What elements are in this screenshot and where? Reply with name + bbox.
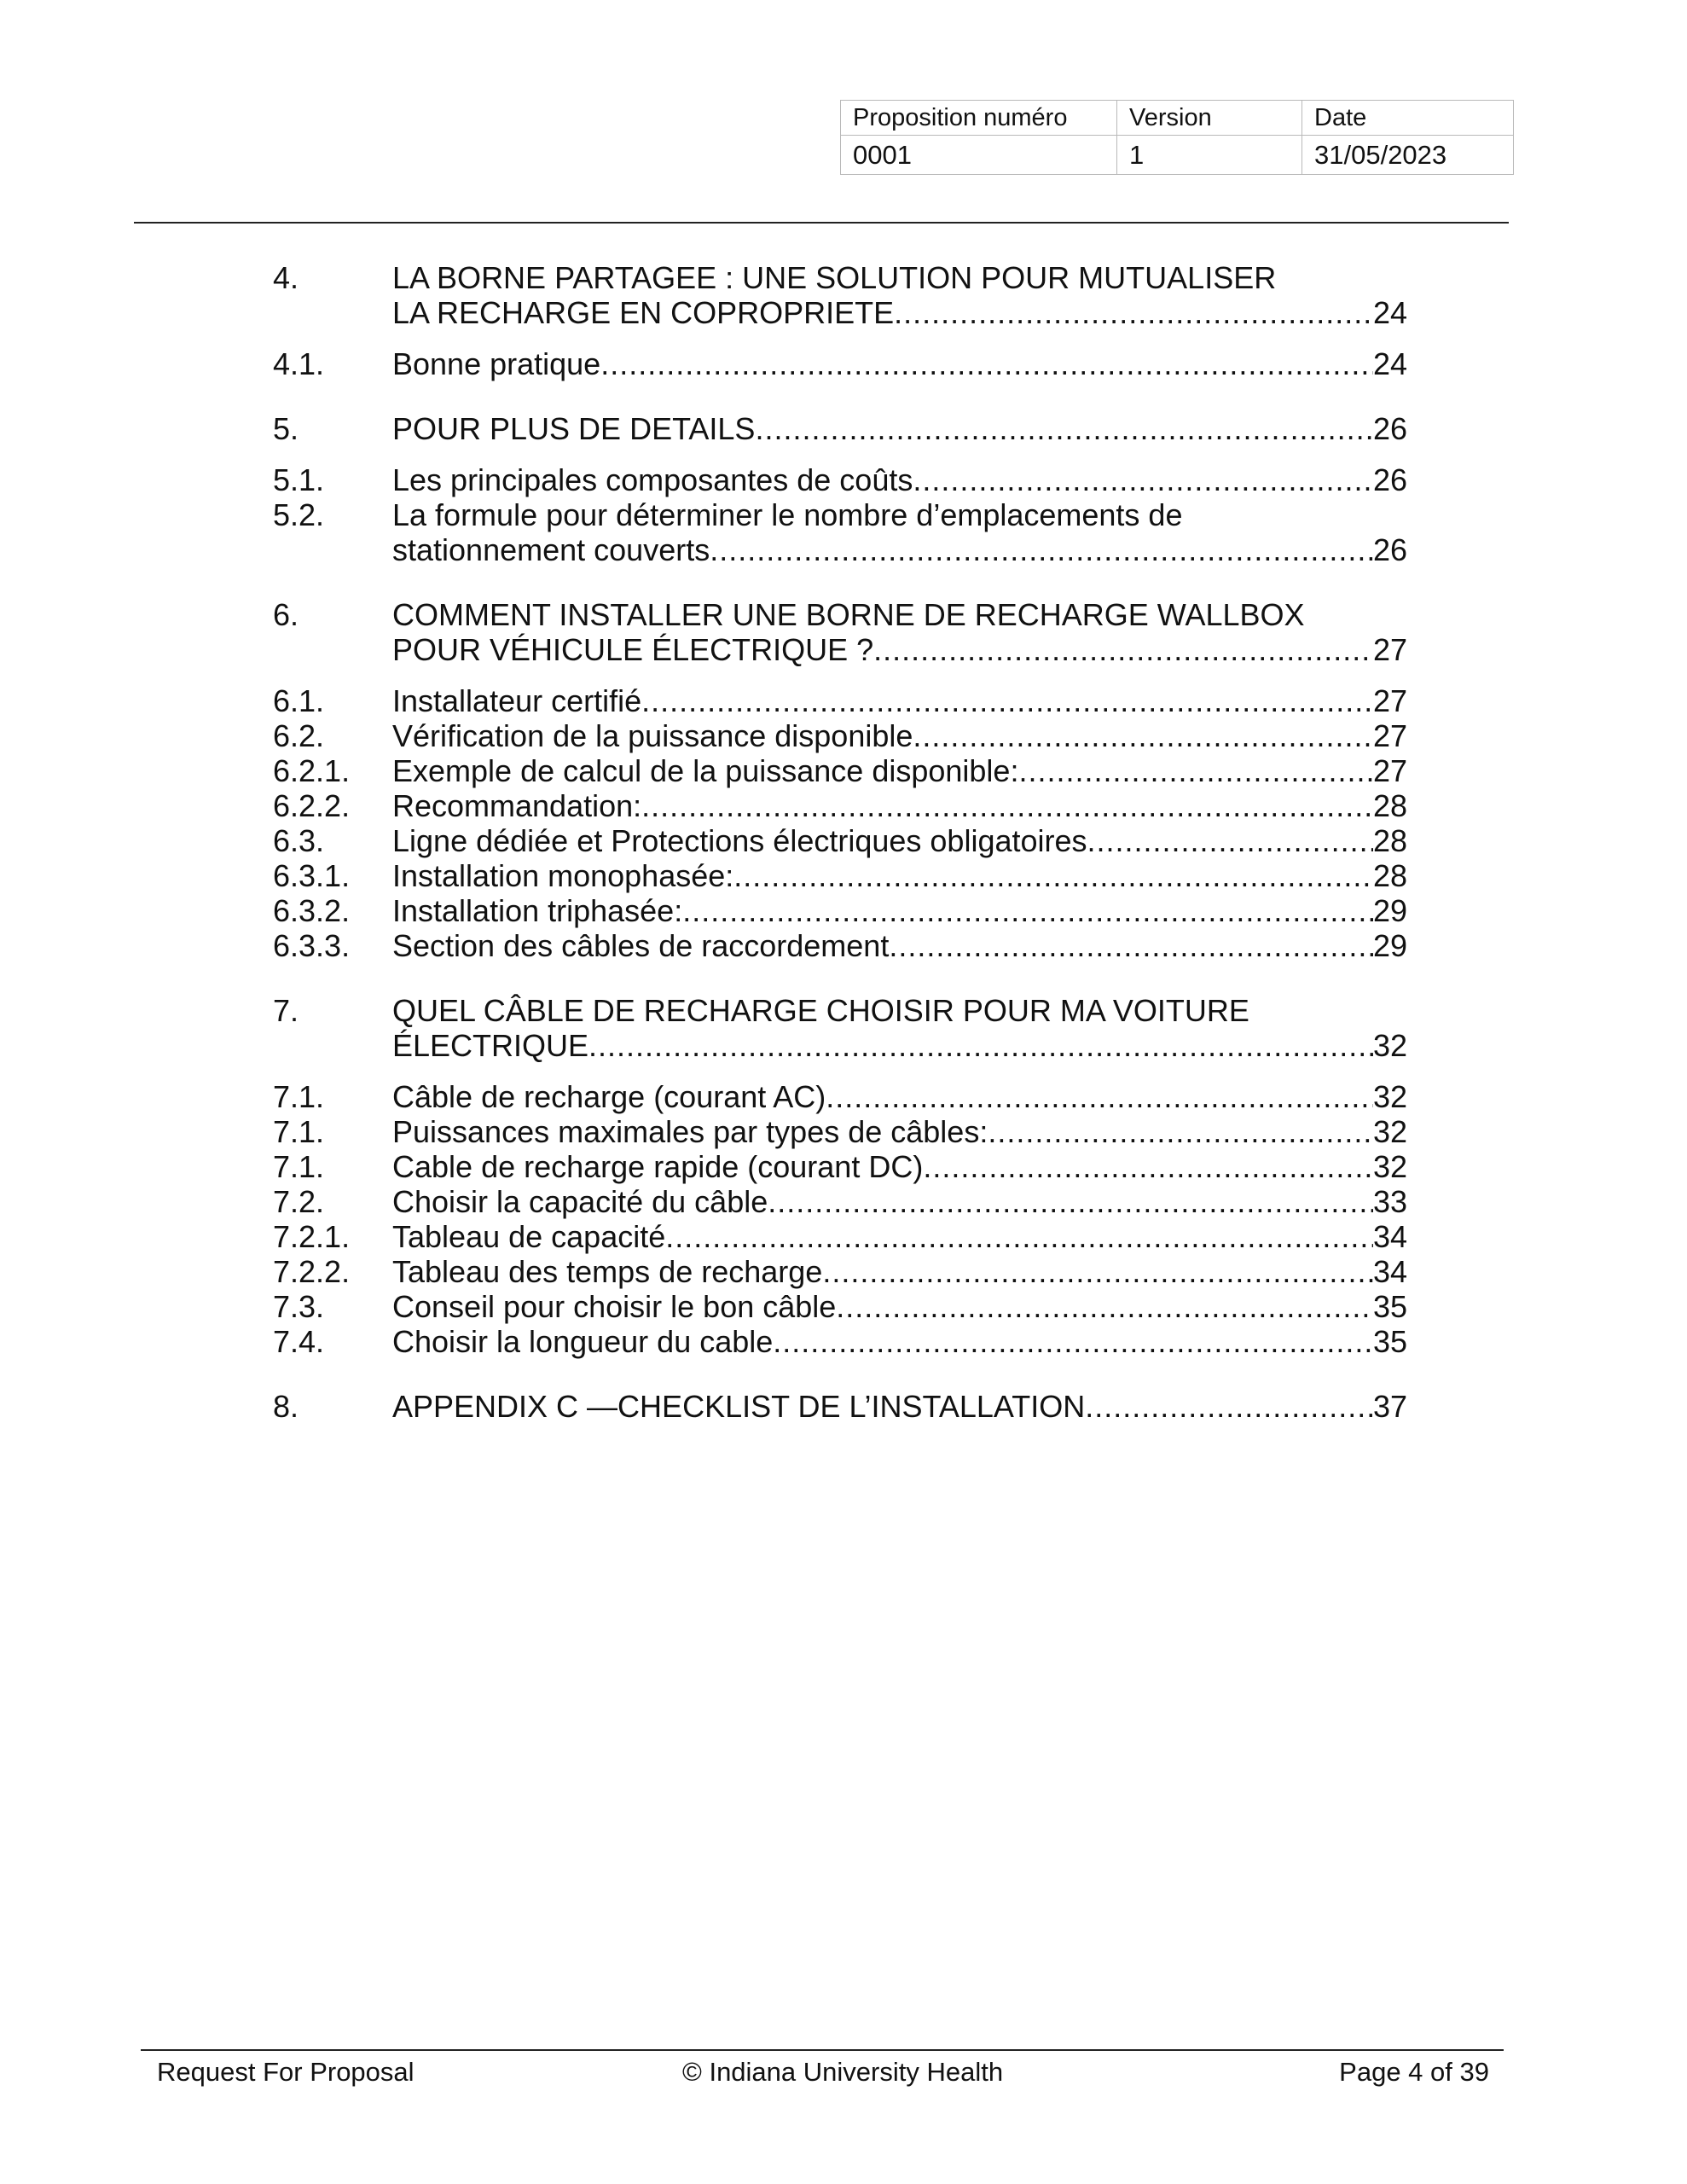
toc-page: 27 [1372,718,1407,753]
toc-title-line: LA BORNE PARTAGEE : UNE SOLUTION POUR MUTUALISER [392,260,1277,295]
toc-page: 32 [1372,1079,1407,1114]
toc-entry[interactable] [273,893,1407,928]
toc-number: 6.2.2. [273,788,351,823]
toc-page: 27 [1372,683,1407,718]
toc-number: 6.1. [273,683,325,718]
toc-page: 34 [1372,1219,1407,1254]
toc-entry[interactable] [273,1079,1407,1114]
info-header-date: Date [1302,101,1514,136]
toc-number: 6.3.2. [273,893,351,928]
toc-entry[interactable] [273,823,1407,858]
toc-page: 29 [1372,893,1407,928]
toc-entry[interactable] [273,928,1407,963]
toc-entry[interactable] [273,1389,1407,1424]
toc-title: POUR VÉHICULE ÉLECTRIQUE ? [392,632,874,667]
toc-number: 7.4. [273,1324,325,1359]
toc-title: Bonne pratique [392,346,601,381]
toc-entry[interactable] [273,597,1407,667]
toc-entry[interactable] [273,1219,1407,1254]
footer-copyright: © Indiana University Health [682,2057,1004,2087]
toc-number: 6.2. [273,718,325,753]
toc-entry[interactable] [273,411,1407,446]
toc-number: 6.3. [273,823,325,858]
dot-leader [822,1254,1373,1289]
toc-title: Choisir la longueur du cable [392,1324,774,1359]
toc-number: 5. [273,411,299,446]
toc-number: 4.1. [273,346,325,381]
dot-leader [768,1184,1373,1219]
toc-title: Les principales composantes de coûts [392,462,913,497]
dot-leader [836,1289,1373,1324]
dot-leader [873,632,1373,667]
toc-entry[interactable] [273,1149,1407,1184]
toc-number: 5.2. [273,497,325,532]
dot-leader [641,683,1373,718]
toc-entry[interactable] [273,1114,1407,1149]
footer-page-number: Page 4 of 39 [1339,2057,1489,2087]
toc-page: 27 [1372,753,1407,788]
toc-title: Section des câbles de raccordement [392,928,890,963]
info-value-version: 1 [1117,136,1302,175]
toc-title: Tableau de capacité [392,1219,666,1254]
toc-title: Installateur certifié [392,683,642,718]
header-divider [134,222,1509,224]
toc-title: Installation monophasée: [392,858,734,893]
dot-leader [682,893,1373,928]
dot-leader [913,462,1373,497]
toc-entry[interactable] [273,497,1407,567]
info-header-proposal: Proposition numéro [841,101,1117,136]
toc-entry[interactable] [273,858,1407,893]
toc-number: 5.1. [273,462,325,497]
dot-leader [913,718,1373,753]
toc-entry[interactable] [273,993,1407,1063]
dot-leader [733,858,1373,893]
dot-leader [710,532,1373,567]
dot-leader [1018,753,1373,788]
toc-number: 6.2.1. [273,753,351,788]
toc-page: 32 [1372,1028,1407,1063]
toc-entry[interactable] [273,1254,1407,1289]
toc-title-line: QUEL CÂBLE DE RECHARGE CHOISIR POUR MA VOITURE [392,993,1249,1028]
toc-page: 26 [1372,532,1407,567]
toc-title: Exemple de calcul de la puissance disponible: [392,753,1019,788]
toc-page: 32 [1372,1114,1407,1149]
toc-page: 33 [1372,1184,1407,1219]
toc-entry[interactable] [273,462,1407,497]
toc-page: 37 [1372,1389,1407,1424]
toc-number: 4. [273,260,299,295]
info-value-date: 31/05/2023 [1302,136,1514,175]
toc-title: Ligne dédiée et Protections électriques obligatoires [392,823,1087,858]
toc-title: Tableau des temps de recharge [392,1254,823,1289]
toc-title: Cable de recharge rapide (courant DC) [392,1149,924,1184]
toc-entry[interactable] [273,753,1407,788]
toc-title: POUR PLUS DE DETAILS [392,411,756,446]
dot-leader [894,295,1373,330]
toc-number: 7.2.2. [273,1254,351,1289]
toc-title: stationnement couverts [392,532,710,567]
toc-title: ÉLECTRIQUE [392,1028,589,1063]
toc-page: 29 [1372,928,1407,963]
info-value-proposal: 0001 [841,136,1117,175]
dot-leader [1087,823,1373,858]
toc-entry[interactable] [273,346,1407,381]
dot-leader [889,928,1373,963]
toc-page: 24 [1372,346,1407,381]
dot-leader [923,1149,1373,1184]
dot-leader [641,788,1373,823]
toc-page: 35 [1372,1324,1407,1359]
toc-page: 28 [1372,858,1407,893]
dot-leader [988,1114,1373,1149]
toc-entry[interactable] [273,1289,1407,1324]
info-value-row [841,136,1514,175]
toc-title: Vérification de la puissance disponible [392,718,913,753]
toc-page: 32 [1372,1149,1407,1184]
table-of-contents [273,260,1407,1424]
toc-entry[interactable] [273,260,1407,330]
dot-leader [773,1324,1373,1359]
info-header-version: Version [1117,101,1302,136]
footer-divider [141,2049,1504,2051]
toc-number: 8. [273,1389,299,1424]
toc-number: 6.3.3. [273,928,351,963]
dot-leader [826,1079,1373,1114]
toc-title: Recommandation: [392,788,642,823]
toc-page: 26 [1372,462,1407,497]
toc-number: 7.1. [273,1149,325,1184]
toc-number: 7.1. [273,1079,325,1114]
toc-page: 24 [1372,295,1407,330]
toc-number: 7.3. [273,1289,325,1324]
dot-leader [600,346,1373,381]
toc-title: Installation triphasée: [392,893,683,928]
toc-entry[interactable] [273,1184,1407,1219]
toc-page: 26 [1372,411,1407,446]
toc-page: 35 [1372,1289,1407,1324]
dot-leader [755,411,1373,446]
toc-number: 7.2.1. [273,1219,351,1254]
toc-title: Conseil pour choisir le bon câble [392,1289,837,1324]
info-header-row [841,101,1514,136]
toc-title-line: La formule pour déterminer le nombre d’emplacements de [392,497,1183,532]
toc-entry[interactable] [273,683,1407,718]
toc-number: 6. [273,597,299,632]
toc-title: LA RECHARGE EN COPROPRIETE [392,295,895,330]
toc-number: 7.2. [273,1184,325,1219]
dot-leader [665,1219,1373,1254]
toc-title: Choisir la capacité du câble [392,1184,768,1219]
toc-entry[interactable] [273,718,1407,753]
toc-title-line: COMMENT INSTALLER UNE BORNE DE RECHARGE WALLBOX [392,597,1305,632]
toc-number: 6.3.1. [273,858,351,893]
toc-title: Puissances maximales par types de câbles: [392,1114,988,1149]
footer-document-type: Request For Proposal [157,2057,415,2087]
toc-title: APPENDIX C —CHECKLIST DE L’INSTALLATION [392,1389,1086,1424]
toc-page: 34 [1372,1254,1407,1289]
proposal-info-table [840,100,1514,175]
toc-page: 27 [1372,632,1407,667]
toc-entry[interactable] [273,1324,1407,1359]
toc-page: 28 [1372,788,1407,823]
toc-number: 7. [273,993,299,1028]
dot-leader [1085,1389,1373,1424]
toc-number: 7.1. [273,1114,325,1149]
toc-title: Câble de recharge (courant AC) [392,1079,826,1114]
toc-page: 28 [1372,823,1407,858]
toc-entry[interactable] [273,788,1407,823]
dot-leader [588,1028,1373,1063]
